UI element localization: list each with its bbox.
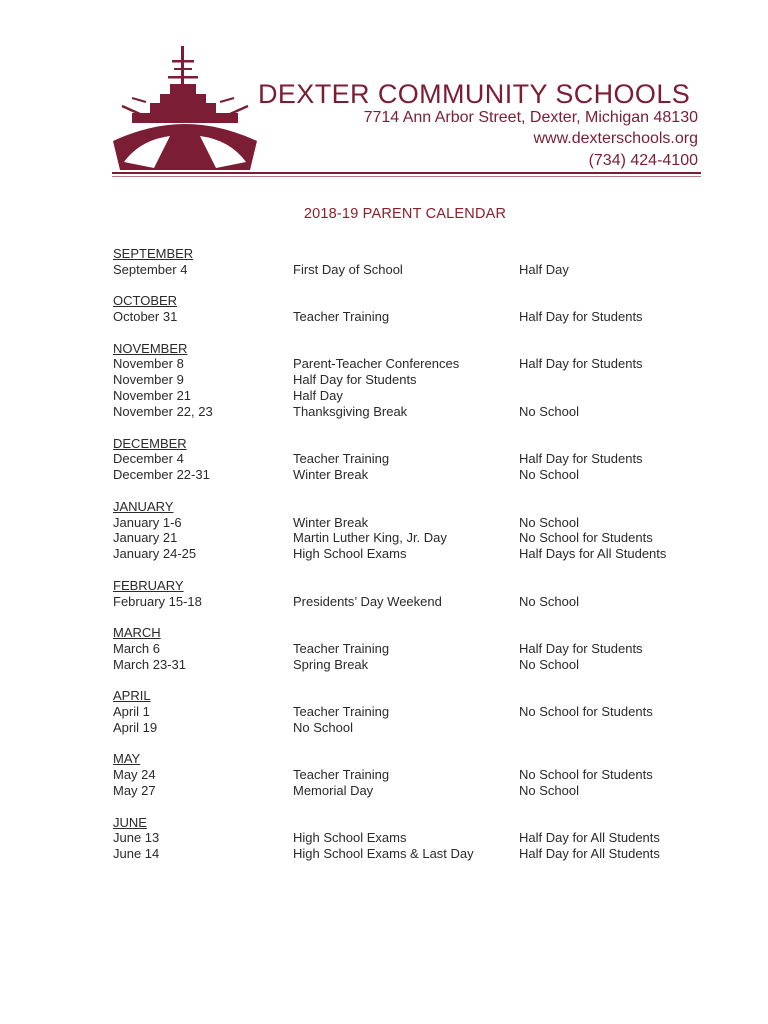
calendar-row [113, 720, 713, 736]
school-name: DEXTER COMMUNITY SCHOOLS [258, 79, 691, 109]
row-note: No School [519, 656, 579, 672]
month-heading: MAY [113, 751, 141, 767]
calendar-row [113, 467, 713, 483]
month-heading: OCTOBER [113, 293, 178, 309]
row-event: Teacher Training [293, 704, 390, 720]
calendar-row [113, 704, 713, 720]
row-event: Half Day [293, 388, 343, 404]
row-event: Winter Break [293, 514, 369, 530]
row-note: No School [519, 783, 579, 799]
row-date: January 24-25 [113, 546, 197, 562]
month-section [113, 436, 713, 484]
month-heading: JUNE [113, 814, 147, 830]
row-note: No School [519, 404, 579, 420]
row-note: No School for Students [519, 767, 653, 783]
calendar-row [113, 356, 713, 372]
month-heading: MARCH [113, 625, 161, 641]
row-event: Spring Break [293, 656, 369, 672]
calendar-row [113, 783, 713, 799]
header-divider [112, 172, 701, 174]
row-note: Half Days for All Students [519, 546, 667, 562]
row-event: No School [293, 719, 353, 735]
row-date: June 14 [113, 846, 160, 862]
row-date: November 8 [113, 356, 184, 372]
calendar-row [113, 388, 713, 404]
ship-logo-icon [110, 44, 260, 172]
row-date: November 9 [113, 372, 184, 388]
row-date: March 23-31 [113, 656, 186, 672]
row-note: No School [519, 514, 579, 530]
calendar-row [113, 657, 713, 673]
row-event: Martin Luther King, Jr. Day [293, 530, 447, 546]
calendar-row [113, 372, 713, 388]
row-date: September 4 [113, 261, 188, 277]
month-section [113, 625, 713, 673]
row-event: Presidents’ Day Weekend [293, 593, 442, 609]
calendar-row [113, 309, 713, 325]
calendar-list [113, 246, 713, 878]
row-note: Half Day for Students [519, 309, 643, 325]
row-date: April 1 [113, 704, 150, 720]
row-event: High School Exams [293, 830, 407, 846]
row-date: April 19 [113, 719, 158, 735]
calendar-row [113, 546, 713, 562]
month-section [113, 293, 713, 325]
month-section [113, 751, 713, 799]
calendar-row [113, 451, 713, 467]
row-note: Half Day for Students [519, 640, 643, 656]
school-website: www.dexterschools.org [533, 130, 698, 147]
calendar-row [113, 767, 713, 783]
row-note: Half Day for All Students [519, 846, 660, 862]
row-date: November 22, 23 [113, 404, 213, 420]
calendar-row [113, 641, 713, 657]
row-date: January 21 [113, 530, 178, 546]
month-section [113, 499, 713, 563]
row-event: Teacher Training [293, 767, 390, 783]
month-heading: FEBRUARY [113, 577, 184, 593]
row-event: Teacher Training [293, 640, 390, 656]
row-date: October 31 [113, 309, 178, 325]
month-heading: DECEMBER [113, 435, 187, 451]
row-event: Teacher Training [293, 451, 390, 467]
row-note: No School for Students [519, 704, 653, 720]
row-note: No School for Students [519, 530, 653, 546]
row-date: March 6 [113, 640, 160, 656]
header-divider-thin [112, 176, 701, 177]
calendar-row [113, 594, 713, 610]
row-note: Half Day [519, 261, 569, 277]
row-event: Teacher Training [293, 309, 390, 325]
calendar-row [113, 515, 713, 531]
row-date: May 24 [113, 767, 156, 783]
row-event: Half Day for Students [293, 372, 417, 388]
row-event: Thanksgiving Break [293, 404, 408, 420]
row-note: Half Day for Students [519, 451, 643, 467]
row-event: Memorial Day [293, 783, 374, 799]
calendar-row [113, 262, 713, 278]
month-heading: SEPTEMBER [113, 246, 194, 261]
calendar-row [113, 530, 713, 546]
month-section [113, 341, 713, 420]
row-date: November 21 [113, 388, 192, 404]
month-section [113, 578, 713, 610]
row-note: No School [519, 593, 579, 609]
month-section [113, 815, 713, 863]
row-event: Winter Break [293, 467, 369, 483]
row-event: Parent-Teacher Conferences [293, 356, 460, 372]
page-title: 2018-19 PARENT CALENDAR [303, 206, 507, 222]
month-heading: JANUARY [113, 498, 174, 514]
row-date: January 1-6 [113, 514, 182, 530]
month-heading: NOVEMBER [113, 340, 188, 356]
month-section [113, 246, 713, 278]
row-date: June 13 [113, 830, 160, 846]
calendar-row [113, 846, 713, 862]
month-section [113, 688, 713, 736]
row-note: No School [519, 467, 579, 483]
month-heading: APRIL [113, 688, 151, 704]
school-address: 7714 Ann Arbor Street, Dexter, Michigan 48130 [363, 109, 698, 126]
row-date: May 27 [113, 783, 156, 799]
row-event: First Day of School [293, 261, 403, 277]
row-note: Half Day for All Students [519, 830, 660, 846]
row-event: High School Exams [293, 546, 407, 562]
row-date: February 15-18 [113, 593, 202, 609]
calendar-row [113, 830, 713, 846]
row-event: High School Exams & Last Day [293, 846, 474, 862]
row-date: December 4 [113, 451, 184, 467]
school-phone: (734) 424-4100 [588, 152, 698, 169]
calendar-row [113, 404, 713, 420]
row-note: Half Day for Students [519, 356, 643, 372]
row-date: December 22-31 [113, 467, 210, 483]
